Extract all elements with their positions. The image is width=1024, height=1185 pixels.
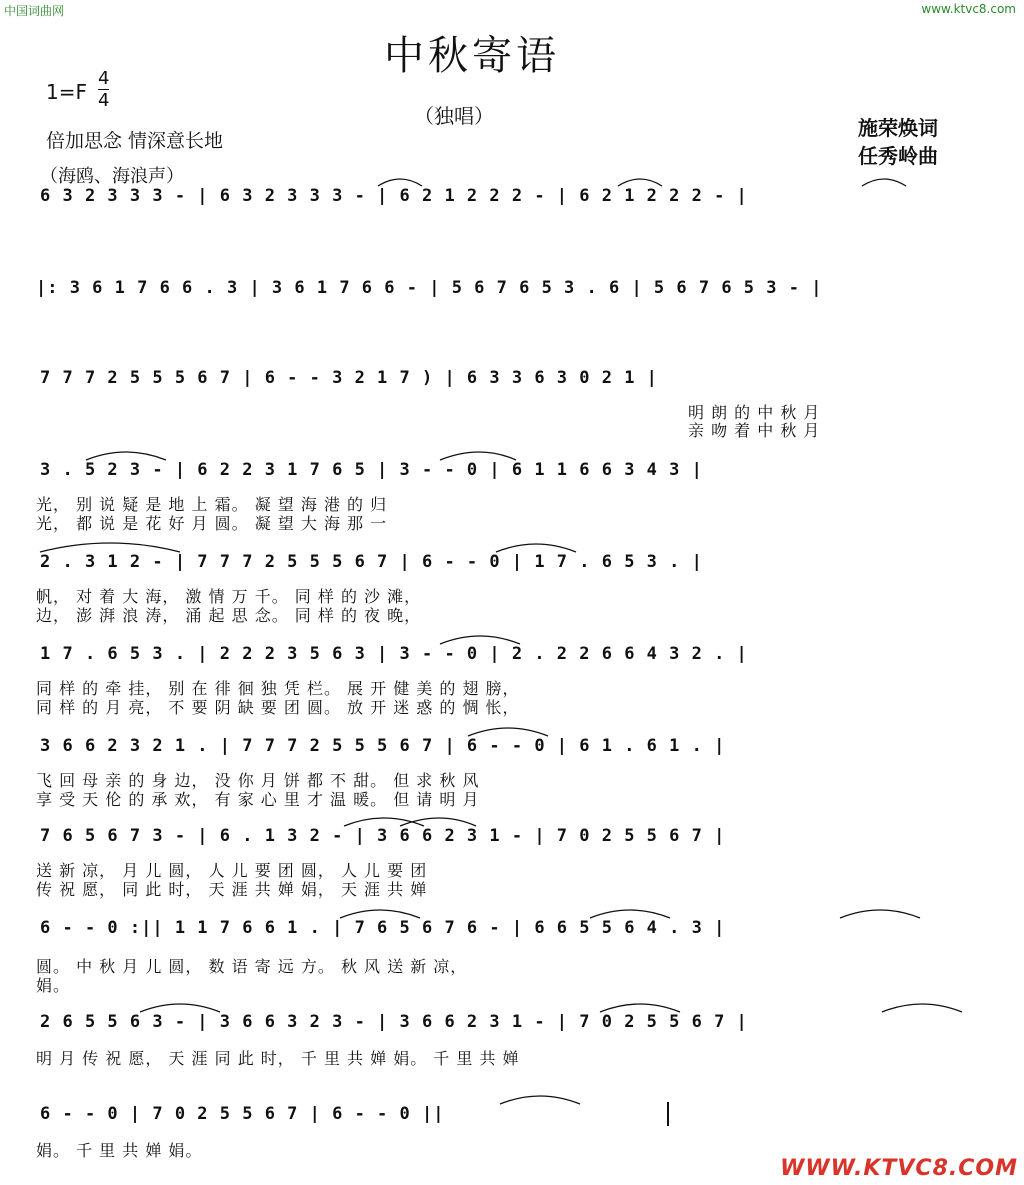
notation-row-5: 2 . 3 1 2 - | 7 7 7 2 5 5 5 6 7 | 6 - - 0 | 1 7 . 6 5 3 . | (40, 552, 703, 572)
notation-row-4: 3 . 5 2 3 - | 6 2 2 3 1 7 6 5 | 3 - - 0 | 6 1 1 6 6 3 4 3 | (40, 460, 703, 480)
subtitle: （独唱） (414, 104, 494, 128)
lyricist-credit: 施荣焕词 (858, 116, 938, 140)
lyrics-row-6-verse-1: 同 样 的 牵 挂， 别 在 徘 徊 独 凭 栏。 展 开 健 美 的 翅 膀， (36, 679, 520, 698)
slur (500, 1096, 580, 1104)
notation-row-9: 6 - - 0 :|| 1 1 7 6 6 1 . | 7 6 5 6 7 6 - | 6 6 5 5 6 4 . 3 | (40, 918, 726, 938)
slur (440, 636, 520, 644)
notation-row-1: 6 3 2 3 3 3 - | 6 3 2 3 3 3 - | 6 2 1 2 2 2 - | 6 2 1 2 2 2 - | (40, 186, 748, 206)
lyrics-row-7-verse-2: 享 受 天 伦 的 承 欢， 有 家 心 里 才 温 暖。 但 请 明 月 (36, 790, 480, 809)
slur (862, 179, 906, 186)
lyrics-row-4-verse-1: 光， 别 说 疑 是 地 上 霜。 凝 望 海 港 的 归 (36, 495, 388, 514)
lyrics-row-8-verse-2: 传 祝 愿， 同 此 时， 天 涯 共 婵 娟， 天 涯 共 婵 (36, 880, 428, 899)
lyrics-row-3-verse-1: 明 朗 的 中 秋 月 (688, 403, 821, 422)
notation-row-11: 6 - - 0 | 7 0 2 5 5 6 7 | 6 - - 0 || (40, 1104, 445, 1124)
lyrics-row-3-verse-2: 亲 吻 着 中 秋 月 (688, 421, 821, 440)
notation-row-8: 7 6 5 6 7 3 - | 6 . 1 3 2 - | 3 6 6 2 3 1 - | 7 0 2 5 5 6 7 | (40, 826, 726, 846)
composer-credit: 任秀岭曲 (858, 144, 938, 168)
slur (86, 452, 166, 460)
slur (140, 1004, 220, 1012)
notation-row-10: 2 6 5 5 6 3 - | 3 6 6 3 2 3 - | 3 6 6 2 3 1 - | 7 0 2 5 5 6 7 | (40, 1012, 748, 1032)
lyrics-row-4-verse-2: 光， 都 说 是 花 好 月 圆。 凝 望 大 海 那 一 (36, 514, 388, 533)
slur (400, 818, 476, 826)
slur (882, 1004, 962, 1012)
notation-row-7: 3 6 6 2 3 2 1 . | 7 7 7 2 5 5 5 6 7 | 6 - - 0 | 6 1 . 6 1 . | (40, 736, 726, 756)
lyrics-row-9-verse-2: 娟。 (36, 976, 71, 995)
lyrics-row-7-verse-1: 飞 回 母 亲 的 身 边， 没 你 月 饼 都 不 甜。 但 求 秋 风 (36, 771, 480, 790)
lyrics-row-5-verse-1: 帆， 对 着 大 海， 激 情 万 千。 同 样 的 沙 滩， (36, 587, 422, 606)
lyrics-row-10-verse-1: 明 月 传 祝 愿， 天 涯 同 此 时， 千 里 共 婵 娟。 千 里 共 婵 (36, 1049, 520, 1068)
slur (40, 543, 180, 552)
slur (340, 910, 420, 918)
slur (378, 179, 422, 186)
time-bottom: 4 (98, 90, 110, 111)
lyrics-row-8-verse-1: 送 新 凉， 月 儿 圆， 人 儿 要 团 圆， 人 儿 要 团 (36, 861, 428, 880)
slur (600, 1004, 680, 1012)
slur (468, 728, 548, 736)
lyrics-row-9-verse-1: 圆。 中 秋 月 儿 圆， 数 语 寄 远 方。 秋 风 送 新 凉， (36, 957, 468, 976)
notation-row-6: 1 7 . 6 5 3 . | 2 2 2 3 5 6 3 | 3 - - 0 | 2 . 2 2 6 6 4 3 2 . | (40, 644, 748, 664)
song-title: 中秋寄语 (384, 33, 560, 79)
expression-mark: 倍加思念 情深意长地 (46, 130, 224, 152)
intro-note: （海鸥、海浪声） (40, 166, 184, 187)
lyrics-row-5-verse-2: 边， 澎 湃 浪 涛， 涌 起 思 念。 同 样 的 夜 晚， (36, 606, 422, 625)
slur (618, 179, 662, 186)
slur (496, 544, 576, 552)
site-logo: WWW.KTVC8.COM (780, 1156, 1018, 1181)
key-signature: 1=F (46, 80, 87, 104)
site-name-left: 中国词曲网 (4, 4, 65, 18)
site-url-right: www.ktvc8.com (921, 2, 1016, 16)
lyrics-row-6-verse-2: 同 样 的 月 亮， 不 要 阴 缺 要 团 圆。 放 开 迷 惑 的 惆 怅， (36, 698, 520, 717)
slur (440, 452, 516, 460)
time-top: 4 (98, 68, 110, 89)
slur (590, 910, 670, 918)
slur (840, 910, 920, 918)
notation-row-2: |: 3 6 1 7 6 6 . 3 | 3 6 1 7 6 6 - | 5 6 7 6 5 3 . 6 | 5 6 7 6 5 3 - | (36, 278, 823, 298)
notation-row-3: 7 7 7 2 5 5 5 6 7 | 6 - - 3 2 1 7 ) | 6 3 3 6 3 0 2 1 | (40, 368, 658, 388)
lyrics-row-11-verse-1: 娟。 千 里 共 婵 娟。 (36, 1141, 203, 1160)
